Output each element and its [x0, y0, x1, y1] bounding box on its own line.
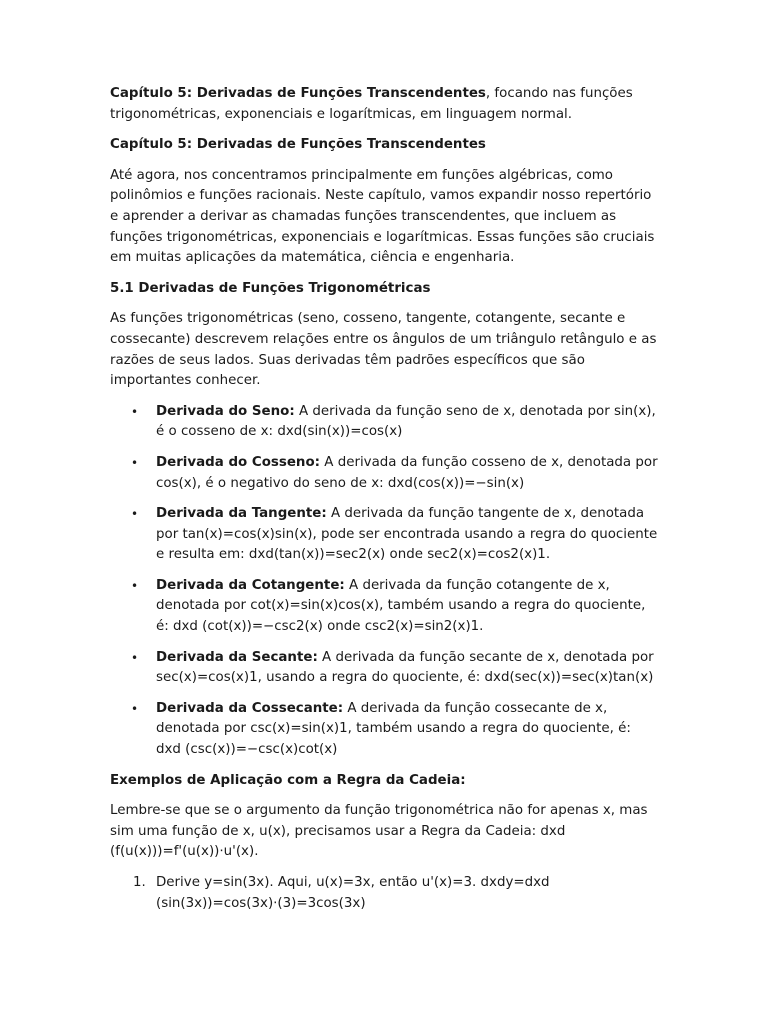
list-item-text: A derivada da função cotangente de x, denotada por cot(x)=sin(x)cos(x), também usando a regra do quociente, é: dxd (cot(x))=−csc2(x) onde csc2(x)=sin2(x)1.	[156, 577, 646, 635]
bullet-icon: •	[131, 650, 139, 665]
list-item-term: Derivada da Secante:	[156, 649, 318, 665]
bullet-icon: •	[131, 455, 139, 470]
list-item-term: Derivada do Seno:	[156, 403, 295, 419]
examples-title: Exemplos de Aplicação com a Regra da Cadeia:	[110, 772, 466, 788]
list-item	[110, 576, 660, 638]
bullet-icon: •	[131, 701, 139, 716]
section-title: 5.1 Derivadas de Funções Trigonométricas	[110, 280, 431, 296]
list-item	[110, 402, 660, 443]
list-item-text: A derivada da função cosseno de x, denotada por cos(x), é o negativo do seno de x: dxd(cos(x))=−sin(x)	[156, 454, 658, 491]
list-item-text: A derivada da função seno de x, denotada por sin(x), é o cosseno de x: dxd(sin(x))=cos(x)	[156, 403, 656, 440]
list-item-term: Derivada do Cosseno:	[156, 454, 321, 470]
list-item	[110, 873, 660, 914]
bullet-icon: •	[131, 404, 139, 419]
chapter-title: Capítulo 5: Derivadas de Funções Transcendentes	[110, 137, 486, 153]
intro-bold: Capítulo 5: Derivadas de Funções Transcendentes	[110, 86, 486, 101]
list-item	[110, 648, 660, 689]
intro-paragraph	[110, 84, 660, 125]
derivatives-list	[110, 402, 660, 761]
list-item-text: A derivada da função tangente de x, denotada por tan(x)=cos(x)sin(x), pode ser encontrada usando a regra do quociente e resulta em: dxd(tan(x))=sec2(x) onde sec2(x)=cos2(x)1.	[156, 506, 658, 563]
list-item-text: A derivada da função cossecante de x, denotada por csc(x)=sin(x)1, também usando a regra do quociente, é: dxd (csc(x))=−csc(x)cot(x)	[156, 700, 631, 758]
chapter-paragraph: Até agora, nos concentramos principalmente em funções algébricas, como polinômios e funções racionais. Neste capítulo, vamos expandir nosso repertório e aprender a derivar as chamadas funções transcendentes, que incluem as funções trigonométricas, exponenciais e logarítmicas. Essas funções são cruciais em muitas aplicações da matemática, ciência e engenharia.	[110, 167, 655, 266]
list-item-number: 1.	[133, 875, 146, 890]
examples-list	[110, 873, 660, 914]
bullet-icon: •	[131, 578, 139, 593]
bullet-icon: •	[131, 507, 139, 522]
list-item-text: A derivada da função secante de x, denotada por sec(x)=cos(x)1, usando a regra do quociente, é: dxd(sec(x))=sec(x)tan(x)	[156, 649, 654, 686]
list-item	[110, 504, 660, 566]
list-item-term: Derivada da Cotangente:	[156, 577, 345, 593]
list-item-term: Derivada da Tangente:	[156, 506, 327, 522]
document-content	[110, 84, 660, 914]
intro-text: , focando nas funções trigonométricas, exponenciais e logarítmicas, em linguagem normal.	[110, 86, 633, 122]
section-paragraph: As funções trigonométricas (seno, cosseno, tangente, cotangente, secante e cossecante) descrevem relações entre os ângulos de um triângulo retângulo e as razões de seus lados. Suas derivadas têm padrões específicos que são importantes conhecer.	[110, 311, 657, 389]
examples-paragraph: Lembre-se que se o argumento da função trigonométrica não for apenas x, mas sim uma função de x, u(x), precisamos usar a Regra da Cadeia: dxd (f(u(x)))=f'(u(x))⋅u'(x).	[110, 803, 648, 860]
list-item-term: Derivada da Cossecante:	[156, 700, 344, 716]
list-item-text: Derive y=sin(3x). Aqui, u(x)=3x, então u'(x)=3. dxdy=dxd (sin(3x))=cos(3x)⋅(3)=3cos(3x)	[156, 875, 550, 911]
list-item	[110, 699, 660, 761]
list-item	[110, 453, 660, 494]
